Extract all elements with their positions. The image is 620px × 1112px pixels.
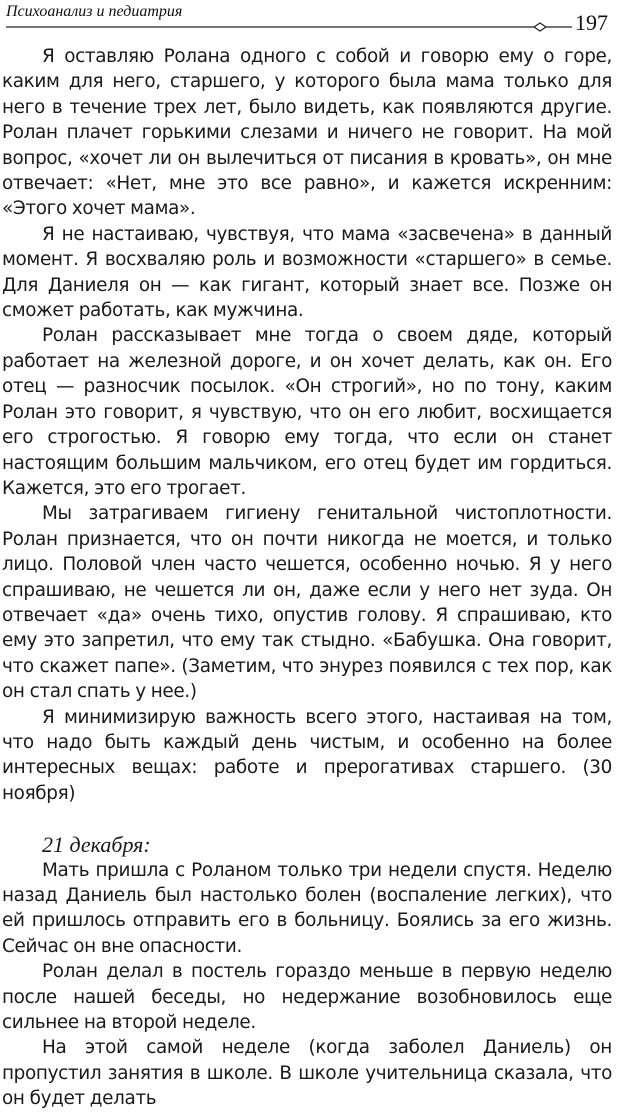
paragraph: Мать пришла с Роланом только три недели спустя. Неделю назад Даниель был настолько болен (воспаление легких), что ей пришлось отправить его в больницу. Боялись за его жизнь. Сейчас он вне опасности. (2, 859, 612, 957)
page-header (6, 2, 612, 36)
header-rule-ornament (6, 20, 576, 34)
paragraph: На этой самой неделе (когда заболел Даниель) он пропустил занятия в школе. В школе учительница сказала, что он будет делать (2, 1037, 612, 1110)
paragraph: Ролан рассказывает мне тогда о своем дяде, который работает на железной дороге, и он хочет делать, как он. Его отец — разносчик посылок. «Он строгий», но по тону, каким Ролан это говорит, я чувствую, что он его любит, восхищается его строгостью. Я говорю ему тогда, что если он станет настоящим большим мальчиком, его отец будет им гордиться. Кажется, это его трогает. (2, 325, 612, 499)
paragraph: Я не настаиваю, чувствуя, что мама «засвечена» в данный момент. Я восхваляю роль и возможности «старшего» в семье. Для Даниеля он — как гигант, который знает все. Позже он сможет работать, как мужчина. (2, 223, 612, 322)
paragraph: Мы затрагиваем гигиену генитальной чистоплотности. Ролан признается, что он почти никогда не моется, и только лицо. Половой член часто чешется, особенно ночью. Я у него спрашиваю, не чешется ли он, даже если у него нет зуда. Он отвечает «да» очень тихо, опустив голову. Я спрашиваю, кто ему это запретил, что ему так стыдно. «Бабушка. Она говорит, что скажет папе». (Заметим, что энурез появился с тех пор, как он стал спать у нее.) (2, 503, 612, 703)
date-heading: 21 декабря: (42, 832, 151, 858)
body-text (2, 44, 612, 1112)
page-number: 197 (575, 10, 608, 35)
paragraph: Ролан делал в постель гораздо меньше в первую неделю после нашей беседы, но недержание возобновилось еще сильнее на второй неделе. (2, 961, 612, 1034)
paragraph: Я минимизирую важность всего этого, настаивая на том, что надо быть каждый день чистым, и особенно на более интересных вещах: работе и прерогативах старшего. (30 ноября) (2, 706, 612, 804)
paragraph: Я оставляю Ролана одного с собой и говорю ему о горе, каким для него, старшего, у которого была мама только для него в течение трех лет, было видеть, как появляются другие. Ролан плачет горькими слезами и ничего не говорит. На мой вопрос, «хочет ли он вылечиться от писания в кровать», он мне отвечает: «Нет, мне это все равно», и кажется искренним: «Этого хочет мама». (2, 46, 612, 220)
running-title: Психоанализ и педиатрия (6, 3, 183, 20)
